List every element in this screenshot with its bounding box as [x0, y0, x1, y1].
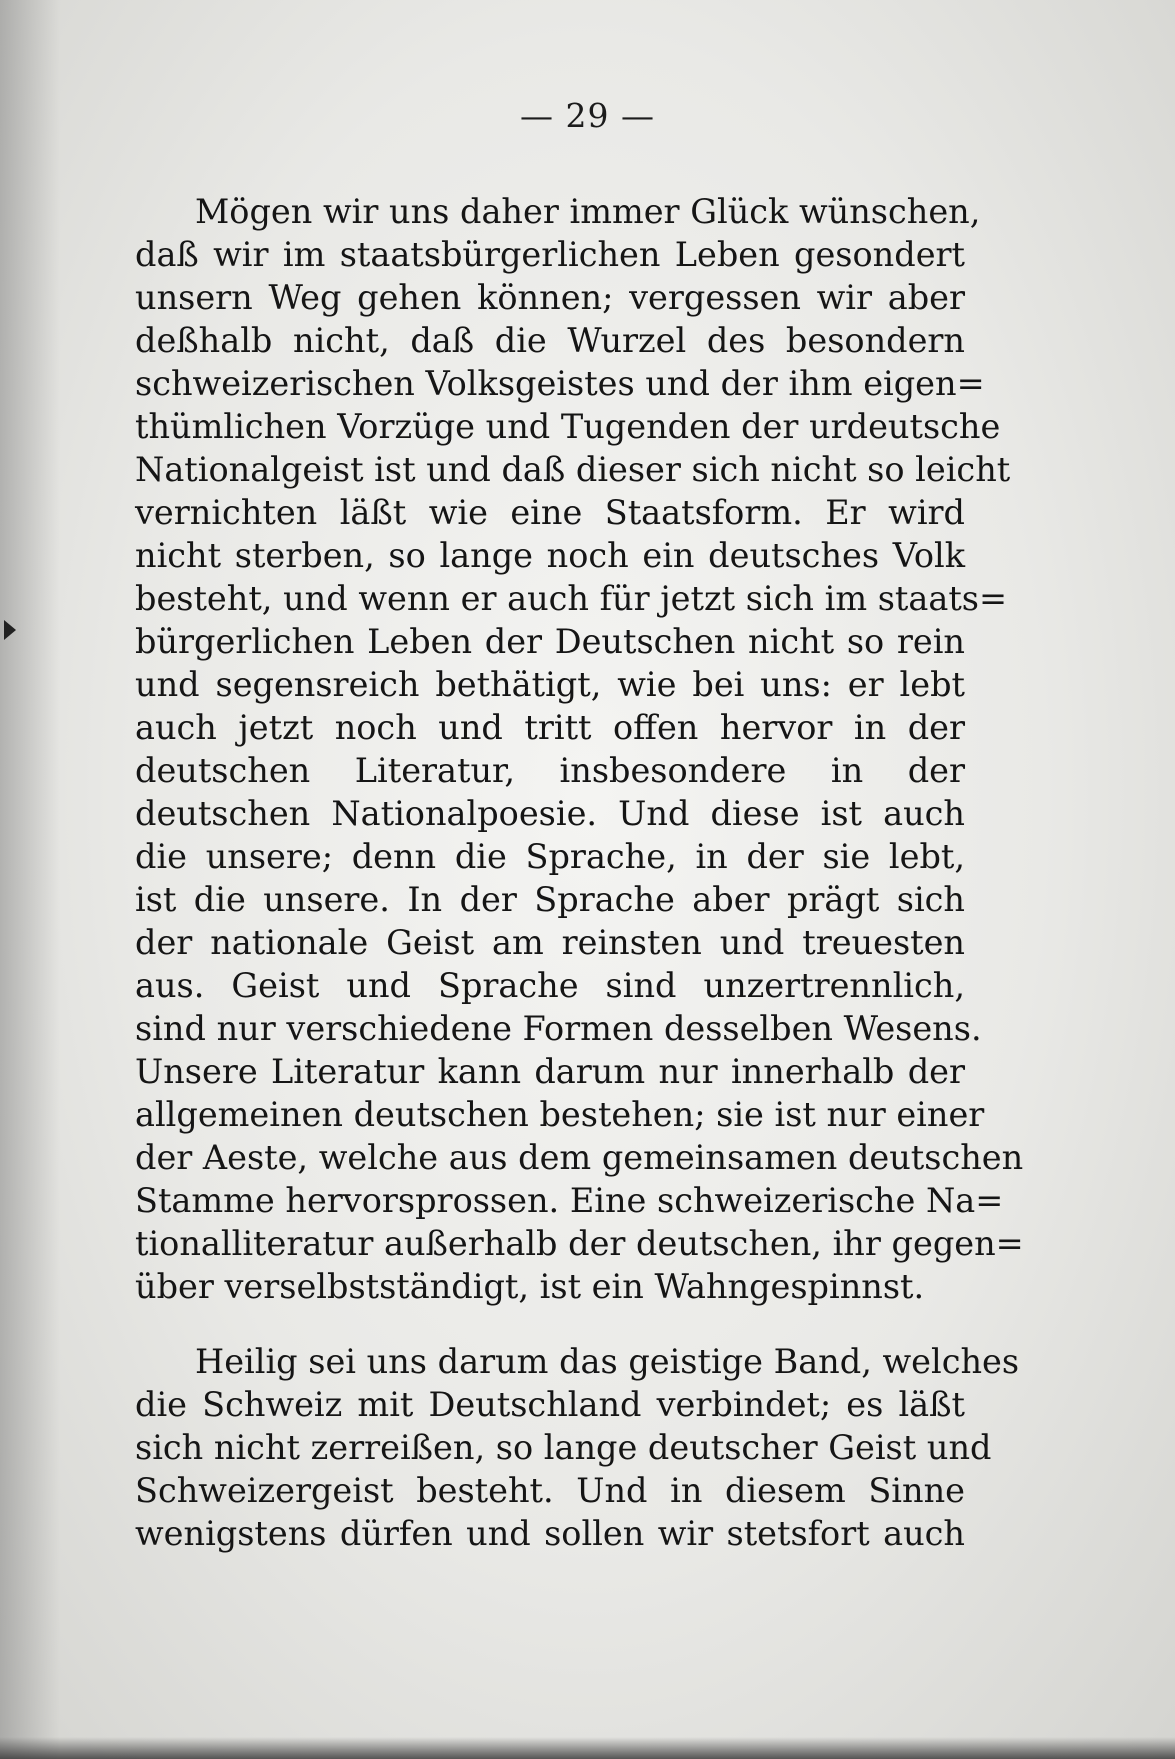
text-line: aus. Geist und Sprache sind unzertrennlich,: [135, 966, 965, 1005]
text-line: besteht, und wenn er auch für jetzt sich im staats=: [135, 579, 1008, 618]
text-line: thümlichen Vorzüge und Tugenden der urdeutsche: [135, 407, 1001, 446]
text-line: Unsere Literatur kann darum nur innerhalb der: [135, 1052, 965, 1091]
paragraph-2: [135, 1340, 1020, 1555]
text-line: nicht sterben, so lange noch ein deutsches Volk: [135, 536, 965, 575]
page-number: — 29 —: [520, 96, 655, 135]
paragraph-1: [135, 190, 1024, 1308]
text-line: wenigstens dürfen und sollen wir stetsfort auch: [135, 1514, 965, 1553]
text-line: die Schweiz mit Deutschland verbindet; es läßt: [135, 1385, 965, 1424]
text-line: allgemeinen deutschen bestehen; sie ist nur einer: [135, 1095, 985, 1134]
text-line: der nationale Geist am reinsten und treuesten: [135, 923, 965, 962]
text-line: schweizerischen Volksgeistes und der ihm eigen=: [135, 364, 985, 403]
text-line: Nationalgeist ist und daß dieser sich nicht so leicht: [135, 450, 1011, 489]
text-line: sind nur verschiedene Formen desselben Wesens.: [135, 1009, 982, 1048]
text-line: auch jetzt noch und tritt offen hervor in der: [135, 708, 965, 747]
text-line: und segensreich bethätigt, wie bei uns: er lebt: [135, 665, 965, 704]
text-line: deutschen Literatur, insbesondere in der: [135, 751, 965, 790]
text-line: ist die unsere. In der Sprache aber prägt sich: [135, 880, 965, 919]
text-line: Mögen wir uns daher immer Glück wünschen,: [195, 192, 981, 231]
text-line: Heilig sei uns darum das geistige Band, welches: [195, 1342, 1020, 1381]
text-line: deutschen Nationalpoesie. Und diese ist auch: [135, 794, 965, 833]
text-line: bürgerlichen Leben der Deutschen nicht so rein: [135, 622, 965, 661]
text-line: vernichten läßt wie eine Staatsform. Er wird: [135, 493, 965, 532]
text-line: der Aeste, welche aus dem gemeinsamen deutschen: [135, 1138, 1024, 1177]
text-line: Schweizergeist besteht. Und in diesem Sinne: [135, 1471, 965, 1510]
text-line: sich nicht zerreißen, so lange deutscher Geist und: [135, 1428, 992, 1467]
spine-shadow: [0, 0, 60, 1759]
page-bottom-edge: [0, 1737, 1175, 1759]
margin-mark: [4, 620, 16, 640]
text-line: tionalliteratur außerhalb der deutschen, ihr gegen=: [135, 1224, 1024, 1263]
text-line: deßhalb nicht, daß die Wurzel des besondern: [135, 321, 965, 360]
text-line: unsern Weg gehen können; vergessen wir aber: [135, 278, 965, 317]
text-line: die unsere; denn die Sprache, in der sie lebt,: [135, 837, 965, 876]
text-line: über verselbstständigt, ist ein Wahngespinnst.: [135, 1267, 925, 1306]
text-line: daß wir im staatsbürgerlichen Leben gesondert: [135, 235, 965, 274]
text-line: Stamme hervorsprossen. Eine schweizerische Na=: [135, 1181, 1004, 1220]
